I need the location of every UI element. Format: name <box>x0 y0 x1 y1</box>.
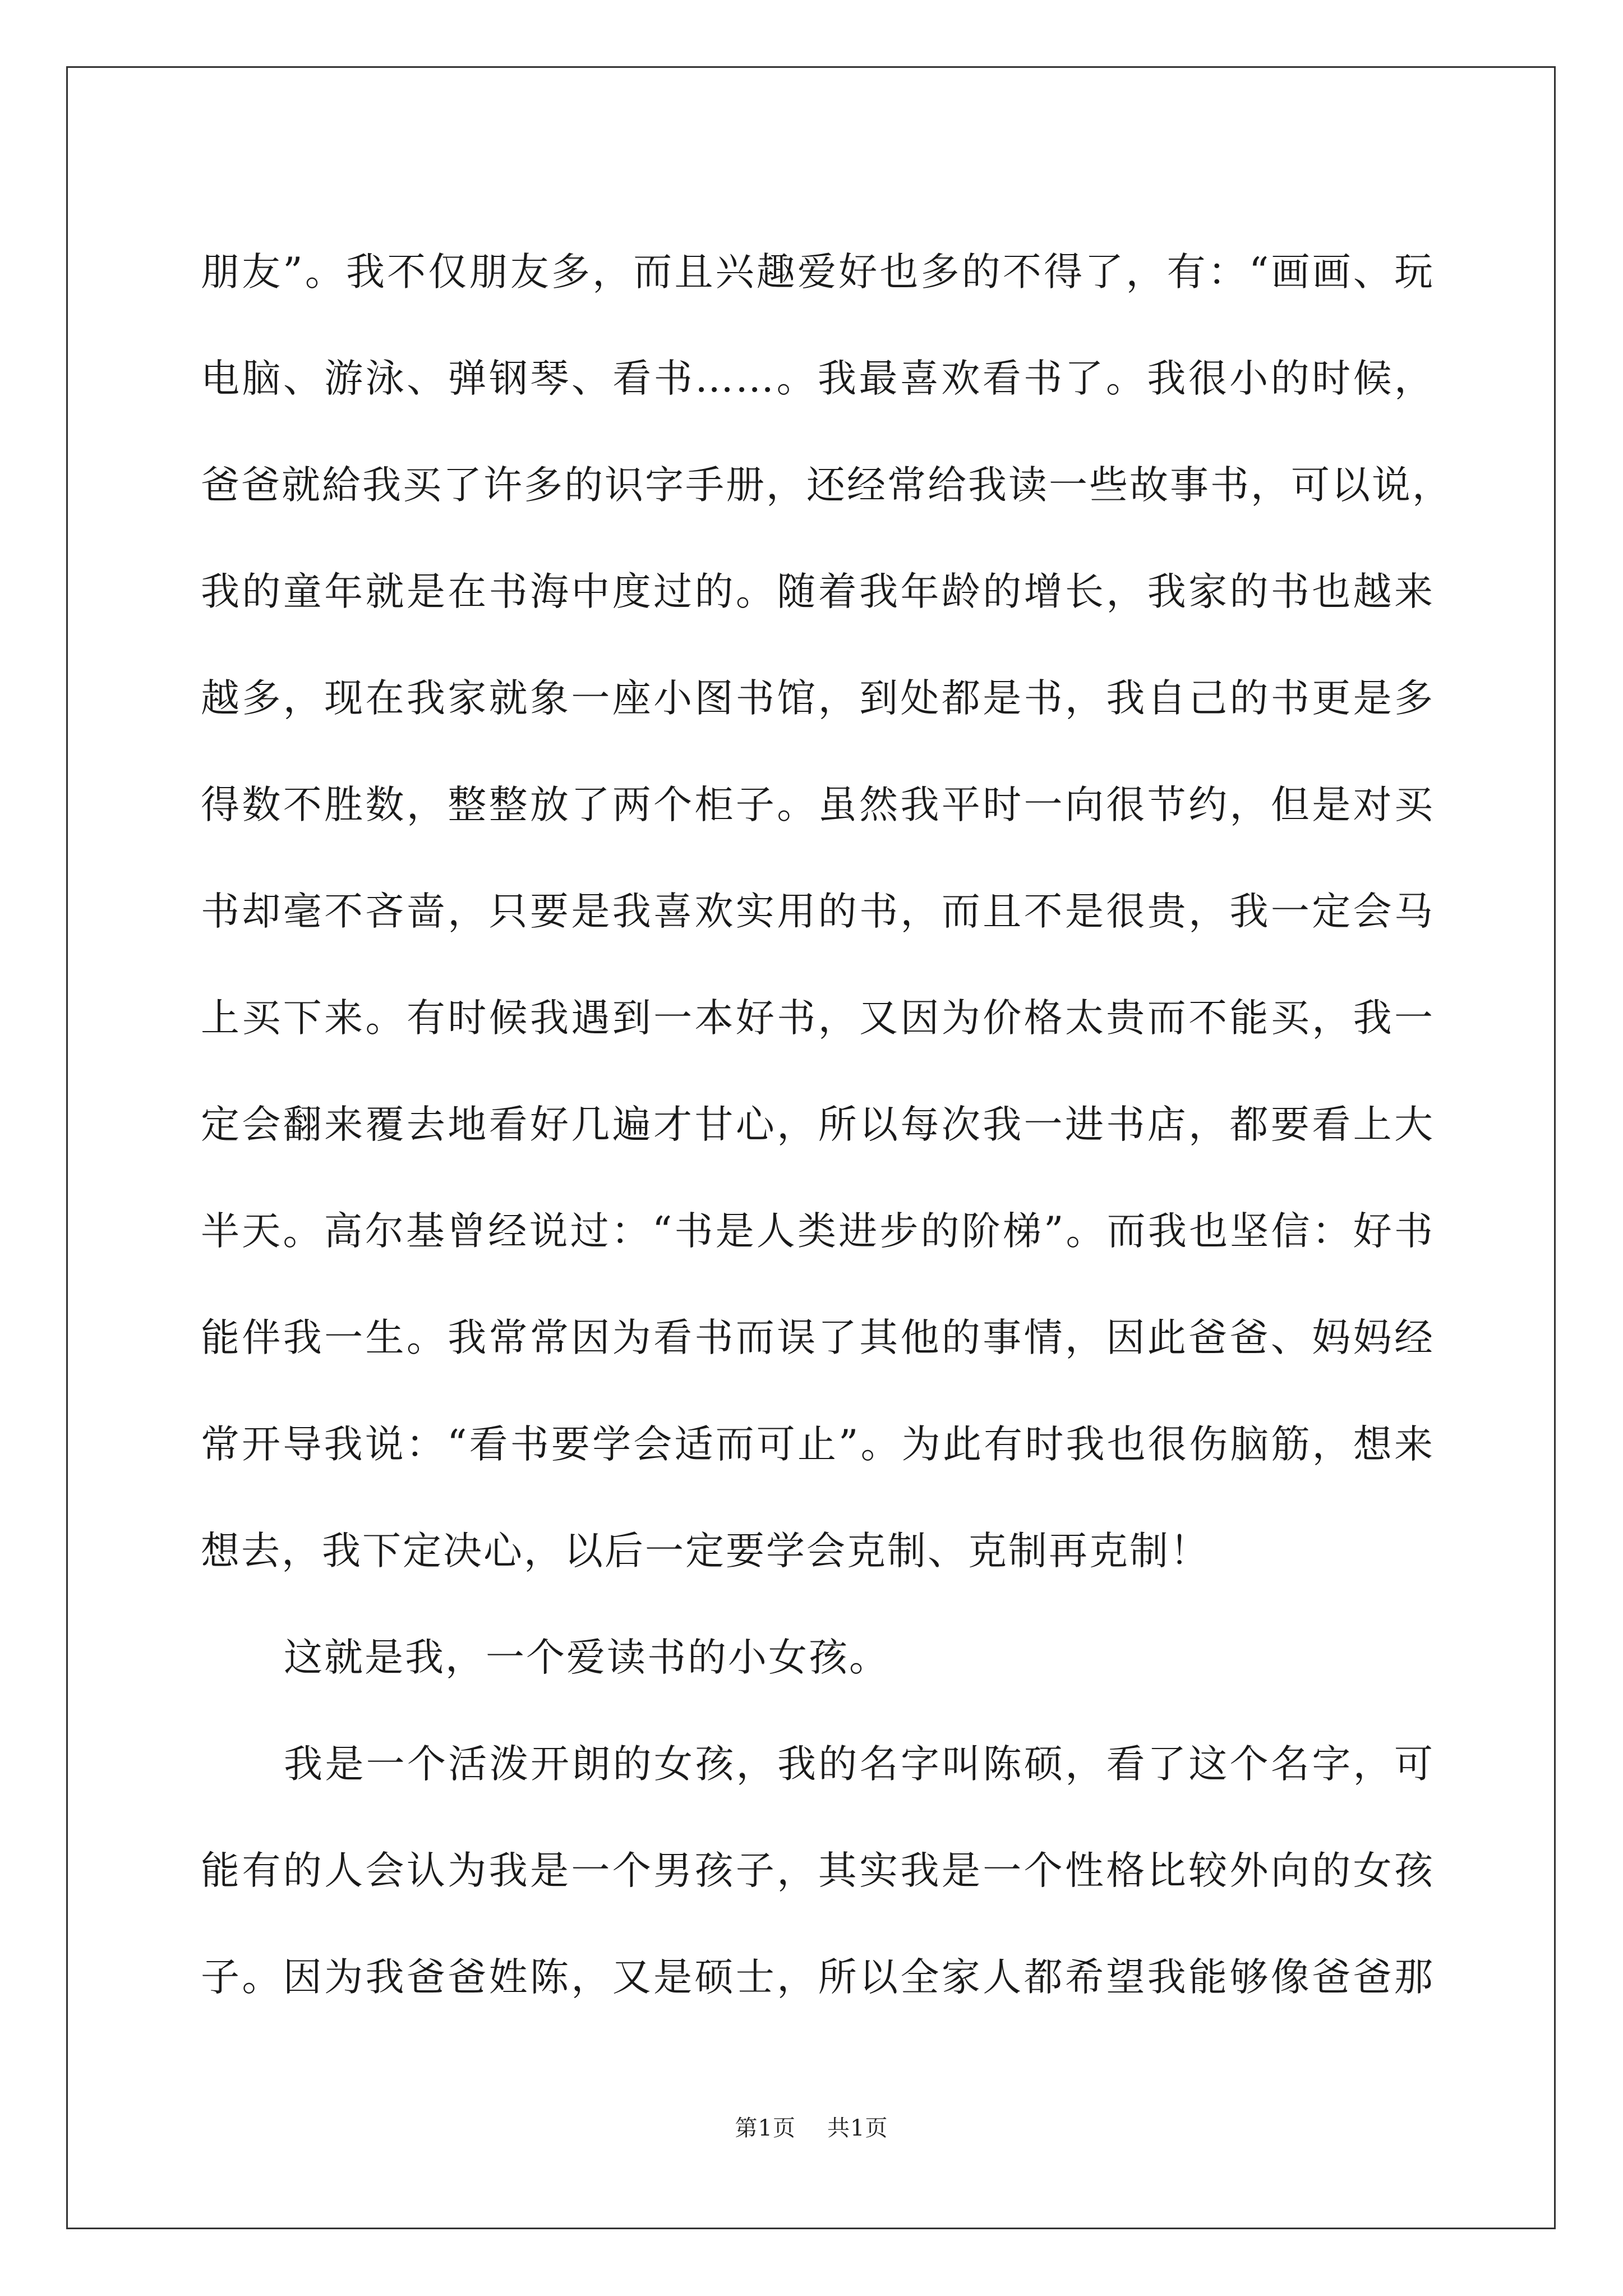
text-line: 朋友”。我不仅朋友多，而且兴趣爱好也多的不得了，有：“画画、玩 <box>201 250 1435 295</box>
text-line: 子。因为我爸爸姓陈，又是硕士，所以全家人都希望我能够像爸爸那 <box>201 1955 1435 2000</box>
text-line: 越多，现在我家就象一座小图书馆，到处都是书，我自己的书更是多 <box>201 676 1435 721</box>
text-line: 得数不胜数，整整放了两个柜子。虽然我平时一向很节约，但是对买 <box>201 783 1435 827</box>
text-line: 书却毫不吝啬，只要是我喜欢实用的书，而且不是很贵，我一定会马 <box>201 889 1435 934</box>
page-number-total: 共1页 <box>827 2115 888 2141</box>
page-footer <box>0 2110 1623 2142</box>
text-line: 定会翻来覆去地看好几遍才甘心，所以每次我一进书店，都要看上大 <box>201 1102 1435 1147</box>
text-line: 电脑、游泳、弹钢琴、看书……。我最喜欢看书了。我很小的时候， <box>201 356 1435 401</box>
text-line: 这就是我，一个爱读书的小女孩。 <box>284 1635 889 1680</box>
text-line: 爸爸就給我买了许多的识字手册，还经常给我读一些故事书，可以说， <box>201 463 1453 508</box>
text-line: 我是一个活泼开朗的女孩，我的名字叫陈硕，看了这个名字，可 <box>284 1742 1435 1787</box>
text-line: 能有的人会认为我是一个男孩子，其实我是一个性格比较外向的女孩 <box>201 1848 1435 1893</box>
text-line: 常开导我说：“看书要学会适而可止”。为此有时我也很伤脑筋，想来 <box>201 1422 1435 1467</box>
text-line: 上买下来。有时候我遇到一本好书，又因为价格太贵而不能买，我一 <box>201 996 1435 1041</box>
text-line: 半天。高尔基曾经说过：“书是人类进步的阶梯”。而我也坚信：好书 <box>201 1209 1435 1254</box>
text-line: 能伴我一生。我常常因为看书而误了其他的事情，因此爸爸、妈妈经 <box>201 1315 1435 1360</box>
document-body <box>201 219 1453 2031</box>
page-number-current: 第1页 <box>735 2115 796 2141</box>
text-line: 想去，我下定决心，以后一定要学会克制、克制再克制！ <box>201 1529 1210 1573</box>
text-line: 我的童年就是在书海中度过的。随着我年龄的增长，我家的书也越来 <box>201 569 1435 614</box>
